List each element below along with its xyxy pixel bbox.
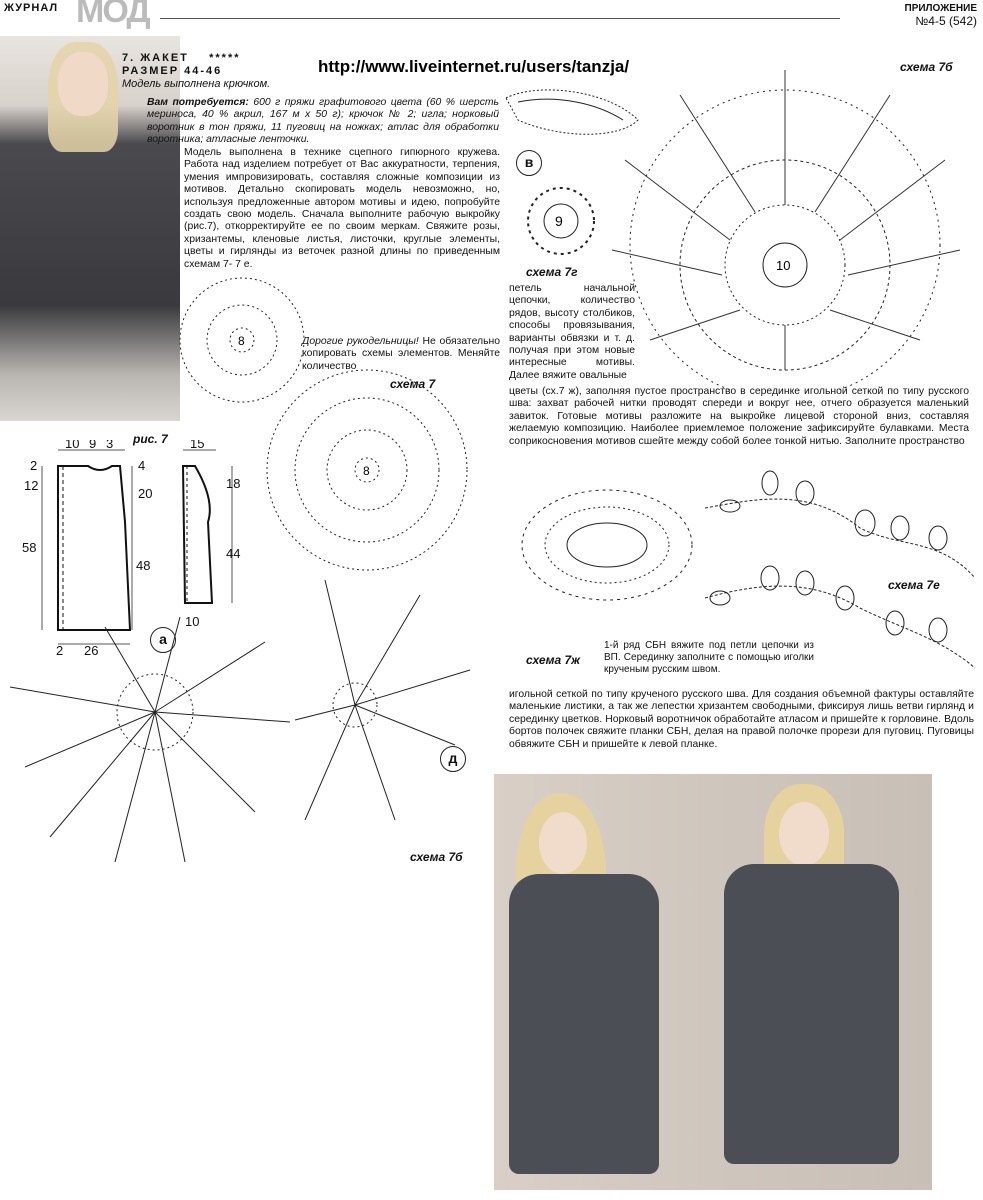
model-photo-small bbox=[0, 36, 180, 421]
description-tail-text: Не обязательно копировать схемы элементов. Меняйте количество bbox=[302, 336, 500, 372]
fig-7-label: рис. 7 bbox=[133, 432, 168, 446]
dim-10: 10 bbox=[65, 440, 80, 451]
motif-number-8b: 8 bbox=[363, 464, 370, 478]
model-photo-large bbox=[494, 774, 932, 1190]
dim-26: 26 bbox=[84, 643, 99, 658]
issue-info bbox=[905, 3, 978, 27]
dim-2: 2 bbox=[30, 458, 38, 473]
right-column-small-text: петель начальной цепочки, количество рядов, высоту столбиков, способы провязывания, варианты обвязки и т. д. получая при этом новые интересные мотивы. Далее вяжите овальные bbox=[509, 283, 635, 381]
note-7zh: 1-й ряд СБН вяжите под петли цепочки из ВП. Серединку заполните с помощью иголки крученым русским швом. bbox=[604, 640, 814, 675]
marker-v: в bbox=[516, 150, 542, 176]
schema-7b-top-label: схема 7б bbox=[900, 60, 953, 74]
marker-d: д bbox=[440, 746, 466, 772]
dim-44: 44 bbox=[226, 546, 241, 561]
motif-number-8a: 8 bbox=[238, 334, 245, 348]
schema-7g-diagram bbox=[518, 178, 604, 264]
requirements-label: Вам потребуется: bbox=[147, 97, 249, 108]
source-url[interactable]: http://www.liveinternet.ru/users/tanzja/ bbox=[318, 57, 630, 76]
article-title: 7. ЖАКЕТ bbox=[122, 52, 189, 64]
header-rule bbox=[160, 18, 840, 19]
dim-2b: 2 bbox=[56, 643, 64, 658]
left-model-jacket bbox=[509, 874, 659, 1174]
dim-10b: 10 bbox=[185, 614, 200, 629]
dim-9: 9 bbox=[89, 440, 97, 451]
bottom-text: игольной сеткой по типу крученого русского шва. Для создания объемной фактуры оставляйте маленькие листики, а так же лепестки хризантем свободными, фиксируя лишь ветви гирлянд и серединку цветков. Норковый воротничок обработайте атласом и пришейте к горловине. Вдоль бортов полочек свяжите планки СБН, делая на правой полочке прорези для пуговиц. Пуговицы обвяжите СБН и пришейте к левой планке. bbox=[509, 689, 974, 750]
leaf-motif-v bbox=[498, 80, 648, 150]
article-title-block bbox=[122, 52, 312, 91]
schema-7g-label: схема 7г bbox=[526, 265, 578, 279]
dim-58: 58 bbox=[22, 540, 37, 555]
issue-number: №4-5 (542) bbox=[915, 14, 977, 28]
dim-15: 15 bbox=[190, 440, 205, 451]
right-model-head bbox=[779, 802, 829, 866]
requirements-body: 600 г пряжи графитового цвета (60 % шерсть мериноса, 40 % акрил, 167 м x 50 г); крючок № 2; игла; норковый воротник в тон пряжи, 11 пуговиц на ножках; атлас для обработки воротника; атласные ленточки. bbox=[147, 97, 500, 146]
dim-20: 20 bbox=[138, 486, 153, 501]
schema-7b-bottom-left bbox=[5, 612, 295, 870]
dim-3: 3 bbox=[106, 440, 114, 451]
schema-7e-diagram bbox=[700, 468, 980, 678]
schema-7-label: схема 7 bbox=[390, 377, 436, 391]
right-model-jacket bbox=[724, 864, 899, 1164]
size-line: РАЗМЕР 44-46 bbox=[122, 65, 223, 77]
dim-18: 18 bbox=[226, 476, 241, 491]
dim-12: 12 bbox=[24, 478, 39, 493]
motif-number-10: 10 bbox=[776, 258, 791, 273]
magazine-logo-text: МОД bbox=[76, 0, 149, 30]
schema-7b-bottom-right bbox=[290, 570, 480, 840]
description-emphasis: Дорогие рукодельницы! bbox=[302, 336, 419, 347]
schema-7b-top-diagram bbox=[600, 40, 970, 390]
schema-7e-label: схема 7е bbox=[888, 578, 940, 592]
right-column-main-text: цветы (сх.7 ж), заполняя пустое пространство в серединке игольной сеткой по типу русского шва: захват рабочей нитки проводят спереди и вокруг нее, отчего образуется маленький завиток. Готовые мотивы разложите на выкройке лицевой стороной вниз, составляя желаемую композицию. Наиболее приемлемое положение зафиксируйте булавками. Места соприкосновения мотивов сшейте между собой более тонкой нитью. Заполните пространство bbox=[509, 386, 969, 447]
motif-number-9: 9 bbox=[555, 213, 563, 229]
schema-7b-bottom-label: схема 7б bbox=[410, 850, 463, 864]
left-model-head bbox=[539, 812, 587, 874]
difficulty-stars: ***** bbox=[209, 52, 241, 64]
technique-line: Модель выполнена крючком. bbox=[122, 78, 271, 90]
supplement-label: ПРИЛОЖЕНИЕ bbox=[904, 3, 977, 14]
description-main: Модель выполнена в технике сцепного гипюрного кружева. Работа над изделием потребует от Вас аккуратности, терпения, умения импровизировать, составляя сложные композиции из мотивов. Детально скопировать модель невозможно, но, используя предложенные автором мотивы и идею, попробуйте создать свою модель. Сначала выполните рабочую выкройку (рис.7), откорректируйте ее по своим меркам. Свяжите розы, хризантемы, кленовые листья, листочки, круглые элементы, цветы и гирлянды из веточек разной длины по приведенным схемам 7- 7 е. bbox=[184, 147, 500, 270]
marker-a: а bbox=[150, 627, 176, 653]
dim-48: 48 bbox=[136, 558, 151, 573]
requirements-text bbox=[147, 97, 499, 147]
schema-7zh-label: схема 7ж bbox=[526, 653, 580, 667]
dim-4: 4 bbox=[138, 458, 146, 473]
schema-7-large-flower bbox=[262, 360, 472, 585]
magazine-prefix: ЖУРНАЛ bbox=[4, 2, 59, 14]
front-pattern-piece bbox=[58, 466, 130, 630]
schema-7zh-diagram bbox=[515, 485, 700, 610]
face-shape bbox=[58, 52, 108, 116]
